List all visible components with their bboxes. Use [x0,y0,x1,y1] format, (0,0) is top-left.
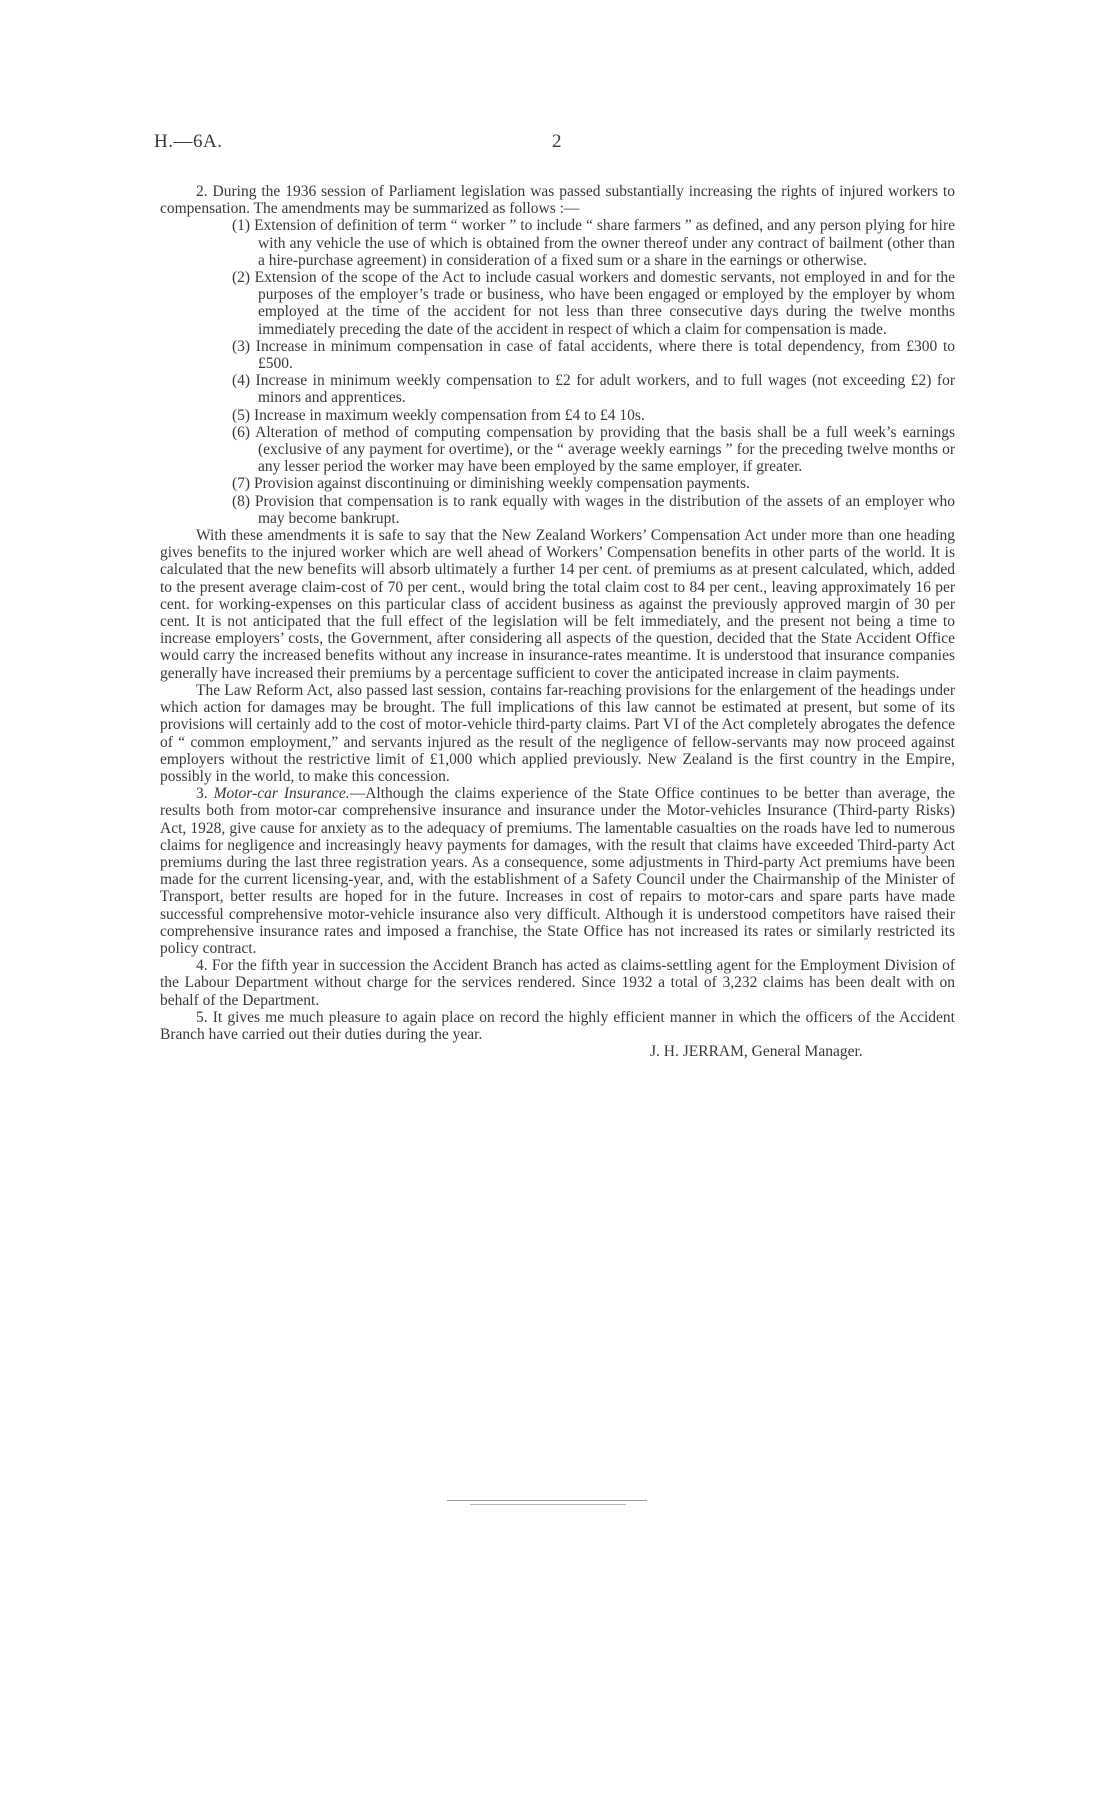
section-4-paragraph: 4. For the fifth year in succession the Accident Branch has acted as claims-settling agent for the Employment Division of the Labour Department without charge for the services rendered. Since 1932 a total of 3,232 claims has been dealt with on behalf of the Department. [160,957,955,1009]
section-3-text: —Although the claims experience of the State Office continues to be better than average, the results both from motor-car comprehensive insurance and insurance under the Motor-vehicles Insurance (Third-party Risks) Act, 1928, give cause for anxiety as to the adequacy of premiums. The lamentable casualties on the roads have led to numerous claims for negligence and increasingly heavy payments for damages, with the result that claims have exceeded Third-party Act premiums during the last three registration years. As a consequence, some adjustments in Third-party Act premiums have been made for the current licensing-year, and, with the establishment of a Safety Council under the Chairmanship of the Minister of Transport, better results are hoped for in the future. Increases in cost of repairs to motor-cars and spare parts have made successful comprehensive motor-vehicle insurance also very difficult. Although it is understood competitors have raised their comprehensive insurance rates and imposed a franchise, the State Office has not increased its rates or similarly restricted its policy contract. [160,785,955,957]
page-header [154,131,914,155]
section-3-heading: Motor-car Insurance. [213,785,350,803]
amendment-item: (3) Increase in minimum compensation in case of fatal accidents, where there is total dependency, from £300 to £500. [232,337,955,373]
amendment-item: (2) Extension of the scope of the Act to include casual workers and domestic servants, not employed in and for the purposes of the employer’s trade or business, who have been engaged or employed by the employer by whom employed at the time of the accident for not less than three consecutive days during the twelve months immediately preceding the date of the accident in respect of which a claim for compensation is made. [232,269,955,338]
page-number: 2 [552,131,562,152]
section-2-intro: 2. During the 1936 session of Parliament legislation was passed substantially increasing the rights of injured workers to compensation. The amendments may be summarized as follows :— [160,183,955,218]
amendment-item: (1) Extension of definition of term “ worker ” to include “ share farmers ” as defined, and any person plying for hire with any vehicle the use of which is obtained from the owner thereof under any contract of bailment (other than a hire-purchase agreement) in consideration of a fixed sum or a share in the earnings or otherwise. [232,217,955,269]
amendment-item: (7) Provision against discontinuing or diminishing weekly compensation payments. [232,475,750,493]
amendment-item: (6) Alteration of method of computing compensation by providing that the basis shall be a full week’s earnings (exclusive of any payment for overtime), or the “ average weekly earnings ” for the preceding twelve months or any lesser period the worker may have been employed by the same employer, if greater. [232,423,955,476]
document-body [160,183,955,1060]
section-3-number: 3. [196,785,208,803]
closing-rule [447,1500,647,1501]
amendment-item: (8) Provision that compensation is to rank equally with wages in the distribution of the assets of an employer who may become bankrupt. [232,492,955,527]
signature: J. H. JERRAM, General Manager. [650,1043,863,1061]
amendments-paragraph: With these amendments it is safe to say that the New Zealand Workers’ Compensation Act under more than one heading gives benefits to the injured worker which are well ahead of Workers’ Compensation benefits in other parts of the world. It is calculated that the new benefits will absorb ultimately a further 14 per cent. of premiums as at present calculated, which, added to the present average claim-cost of 70 per cent., would bring the total claim cost to 84 per cent., leaving approximately 16 per cent. for working-expenses on this particular class of accident business as against the previously approved margin of 30 per cent. It is not anticipated that the full effect of the legislation will be felt immediately, and the present not being a time to increase employers’ costs, the Government, after considering all aspects of the question, decided that the State Accident Office would carry the increased benefits without any increase in insurance-rates meantime. It is understood that insurance companies generally have increased their premiums by a percentage sufficient to cover the anticipated increase in claim payments. [160,527,955,682]
amendment-item: (5) Increase in maximum weekly compensation from £4 to £4 10s. [232,406,645,424]
law-reform-paragraph: The Law Reform Act, also passed last session, contains far-reaching provisions for the enlargement of the headings under which action for damages may be brought. The full implications of this law cannot be estimated at present, but some of its provisions will certainly add to the cost of motor-vehicle third-party claims. Part VI of the Act completely abrogates the defence of “ common employment,” and servants injured as the result of the negligence of fellow-servants may now proceed against employers without the restrictive limit of £1,000 which applied previously. New Zealand is the first country in the Empire, possibly in the world, to make this concession. [160,681,955,785]
section-5-paragraph: 5. It gives me much pleasure to again place on record the highly efficient manner in which the officers of the Accident Branch have carried out their duties during the year. [160,1008,955,1043]
section-3-paragraph [160,785,955,957]
amendment-item: (4) Increase in minimum weekly compensation to £2 for adult workers, and to full wages (not exceeding £2) for minors and apprentices. [232,372,955,407]
closing-rule-secondary [470,1504,626,1505]
document-reference: H.—6A. [154,131,223,152]
